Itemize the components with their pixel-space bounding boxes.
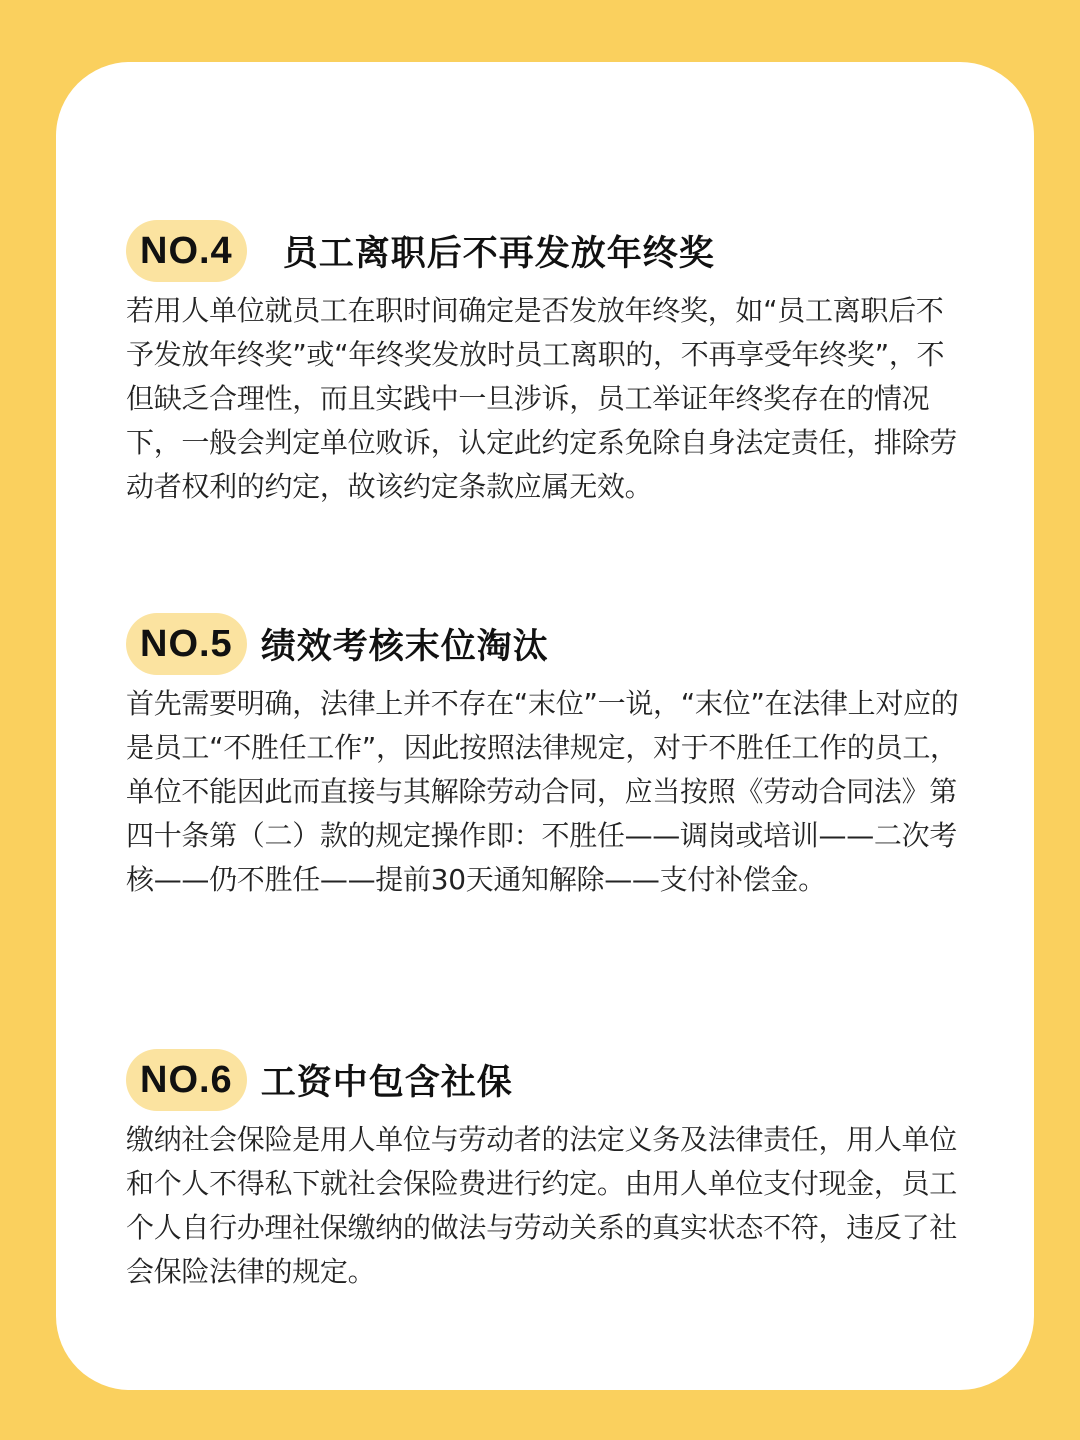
- section-no5: [126, 612, 966, 902]
- section-heading: [126, 219, 966, 283]
- section-body: 缴纳社会保险是用人单位与劳动者的法定义务及法律责任，用人单位和个人不得私下就社会保险费进行约定。由用人单位支付现金，员工个人自行办理社保缴纳的做法与劳动关系的真实状态不符，违反了社会保险法律的规定。: [126, 1123, 958, 1288]
- content-card: [56, 62, 1034, 1390]
- section-no6: [126, 1048, 966, 1294]
- number-badge: NO.5: [126, 613, 247, 675]
- section-body: 若用人单位就员工在职时间确定是否发放年终奖，如“员工离职后不予发放年终奖”或“年终奖发放时员工离职的，不再享受年终奖”，不但缺乏合理性，而且实践中一旦涉诉，员工举证年终奖存在的情况下，一般会判定单位败诉，认定此约定系免除自身法定责任，排除劳动者权利的约定，故该约定条款应属无效。: [126, 294, 958, 503]
- section-no4: [126, 219, 966, 509]
- section-body: 首先需要明确，法律上并不存在“末位”一说，“末位”在法律上对应的是员工“不胜任工作”，因此按照法律规定，对于不胜任工作的员工，单位不能因此而直接与其解除劳动合同，应当按照《劳动合同法》第四十条第（二）款的规定操作即：不胜任——调岗或培训——二次考核——仍不胜任——提前30天通知解除——支付补偿金。: [126, 687, 959, 896]
- section-heading: [126, 1048, 966, 1112]
- section-title: 工资中包含社保: [260, 1063, 513, 1103]
- section-heading: [126, 612, 966, 676]
- section-title: 绩效考核末位淘汰: [260, 627, 549, 667]
- number-badge: NO.4: [126, 220, 247, 282]
- number-badge: NO.6: [126, 1049, 247, 1111]
- section-title: 员工离职后不再发放年终奖: [282, 234, 715, 274]
